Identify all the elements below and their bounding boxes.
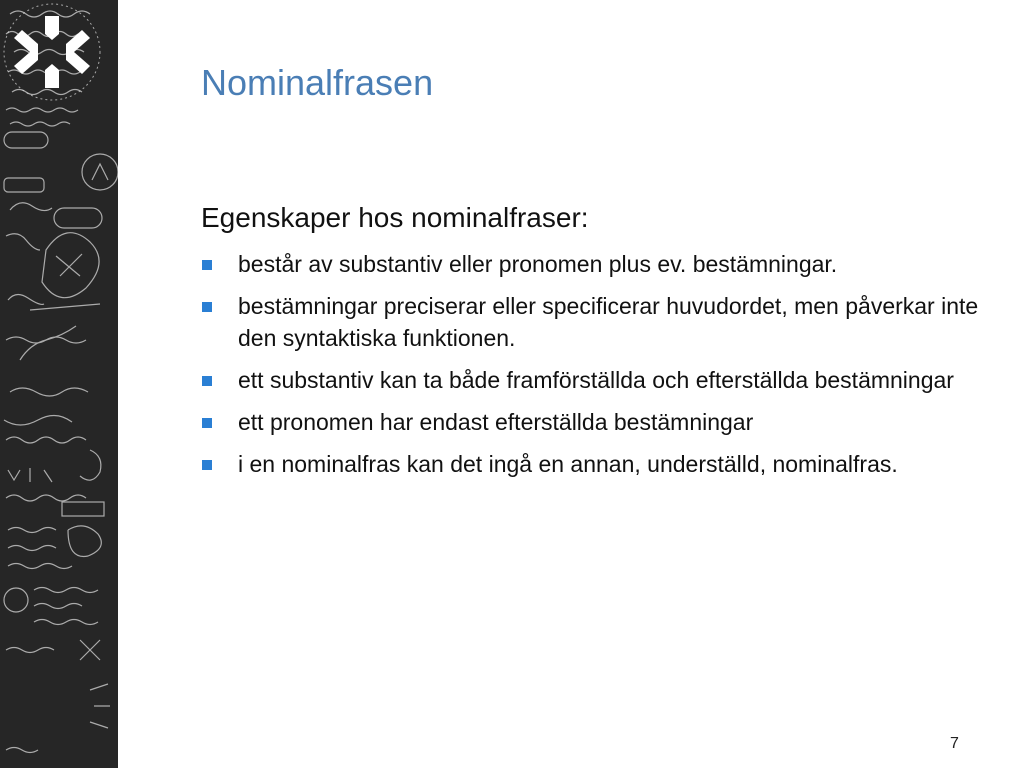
square-bullet-icon <box>202 260 212 270</box>
bullet-text: bestämningar preciserar eller specificerar huvudordet, men påverkar inte den syntaktiska funktionen. <box>238 293 979 351</box>
square-bullet-icon <box>202 302 212 312</box>
university-logo-icon <box>0 0 104 104</box>
bullet-text: består av substantiv eller pronomen plus ev. bestämningar. <box>238 251 838 277</box>
chalkboard-scribbles <box>0 0 118 768</box>
page-number: 7 <box>950 735 959 752</box>
list-item <box>201 406 981 438</box>
slide-title: Nominalfrasen <box>201 62 434 103</box>
bullet-text: ett pronomen har endast efterställda bestämningar <box>238 409 754 435</box>
list-item <box>201 448 981 480</box>
list-item <box>201 290 981 354</box>
bullet-text: i en nominalfras kan det ingå en annan, underställd, nominalfras. <box>238 451 898 477</box>
slide-content <box>201 198 981 490</box>
slide-subheading: Egenskaper hos nominalfraser: <box>201 202 589 233</box>
bullet-list <box>201 248 981 480</box>
square-bullet-icon <box>202 376 212 386</box>
chalkboard-sidebar <box>0 0 118 768</box>
square-bullet-icon <box>202 418 212 428</box>
square-bullet-icon <box>202 460 212 470</box>
bullet-text: ett substantiv kan ta både framförställda och efterställda bestämningar <box>238 367 954 393</box>
list-item <box>201 364 981 396</box>
list-item <box>201 248 981 280</box>
